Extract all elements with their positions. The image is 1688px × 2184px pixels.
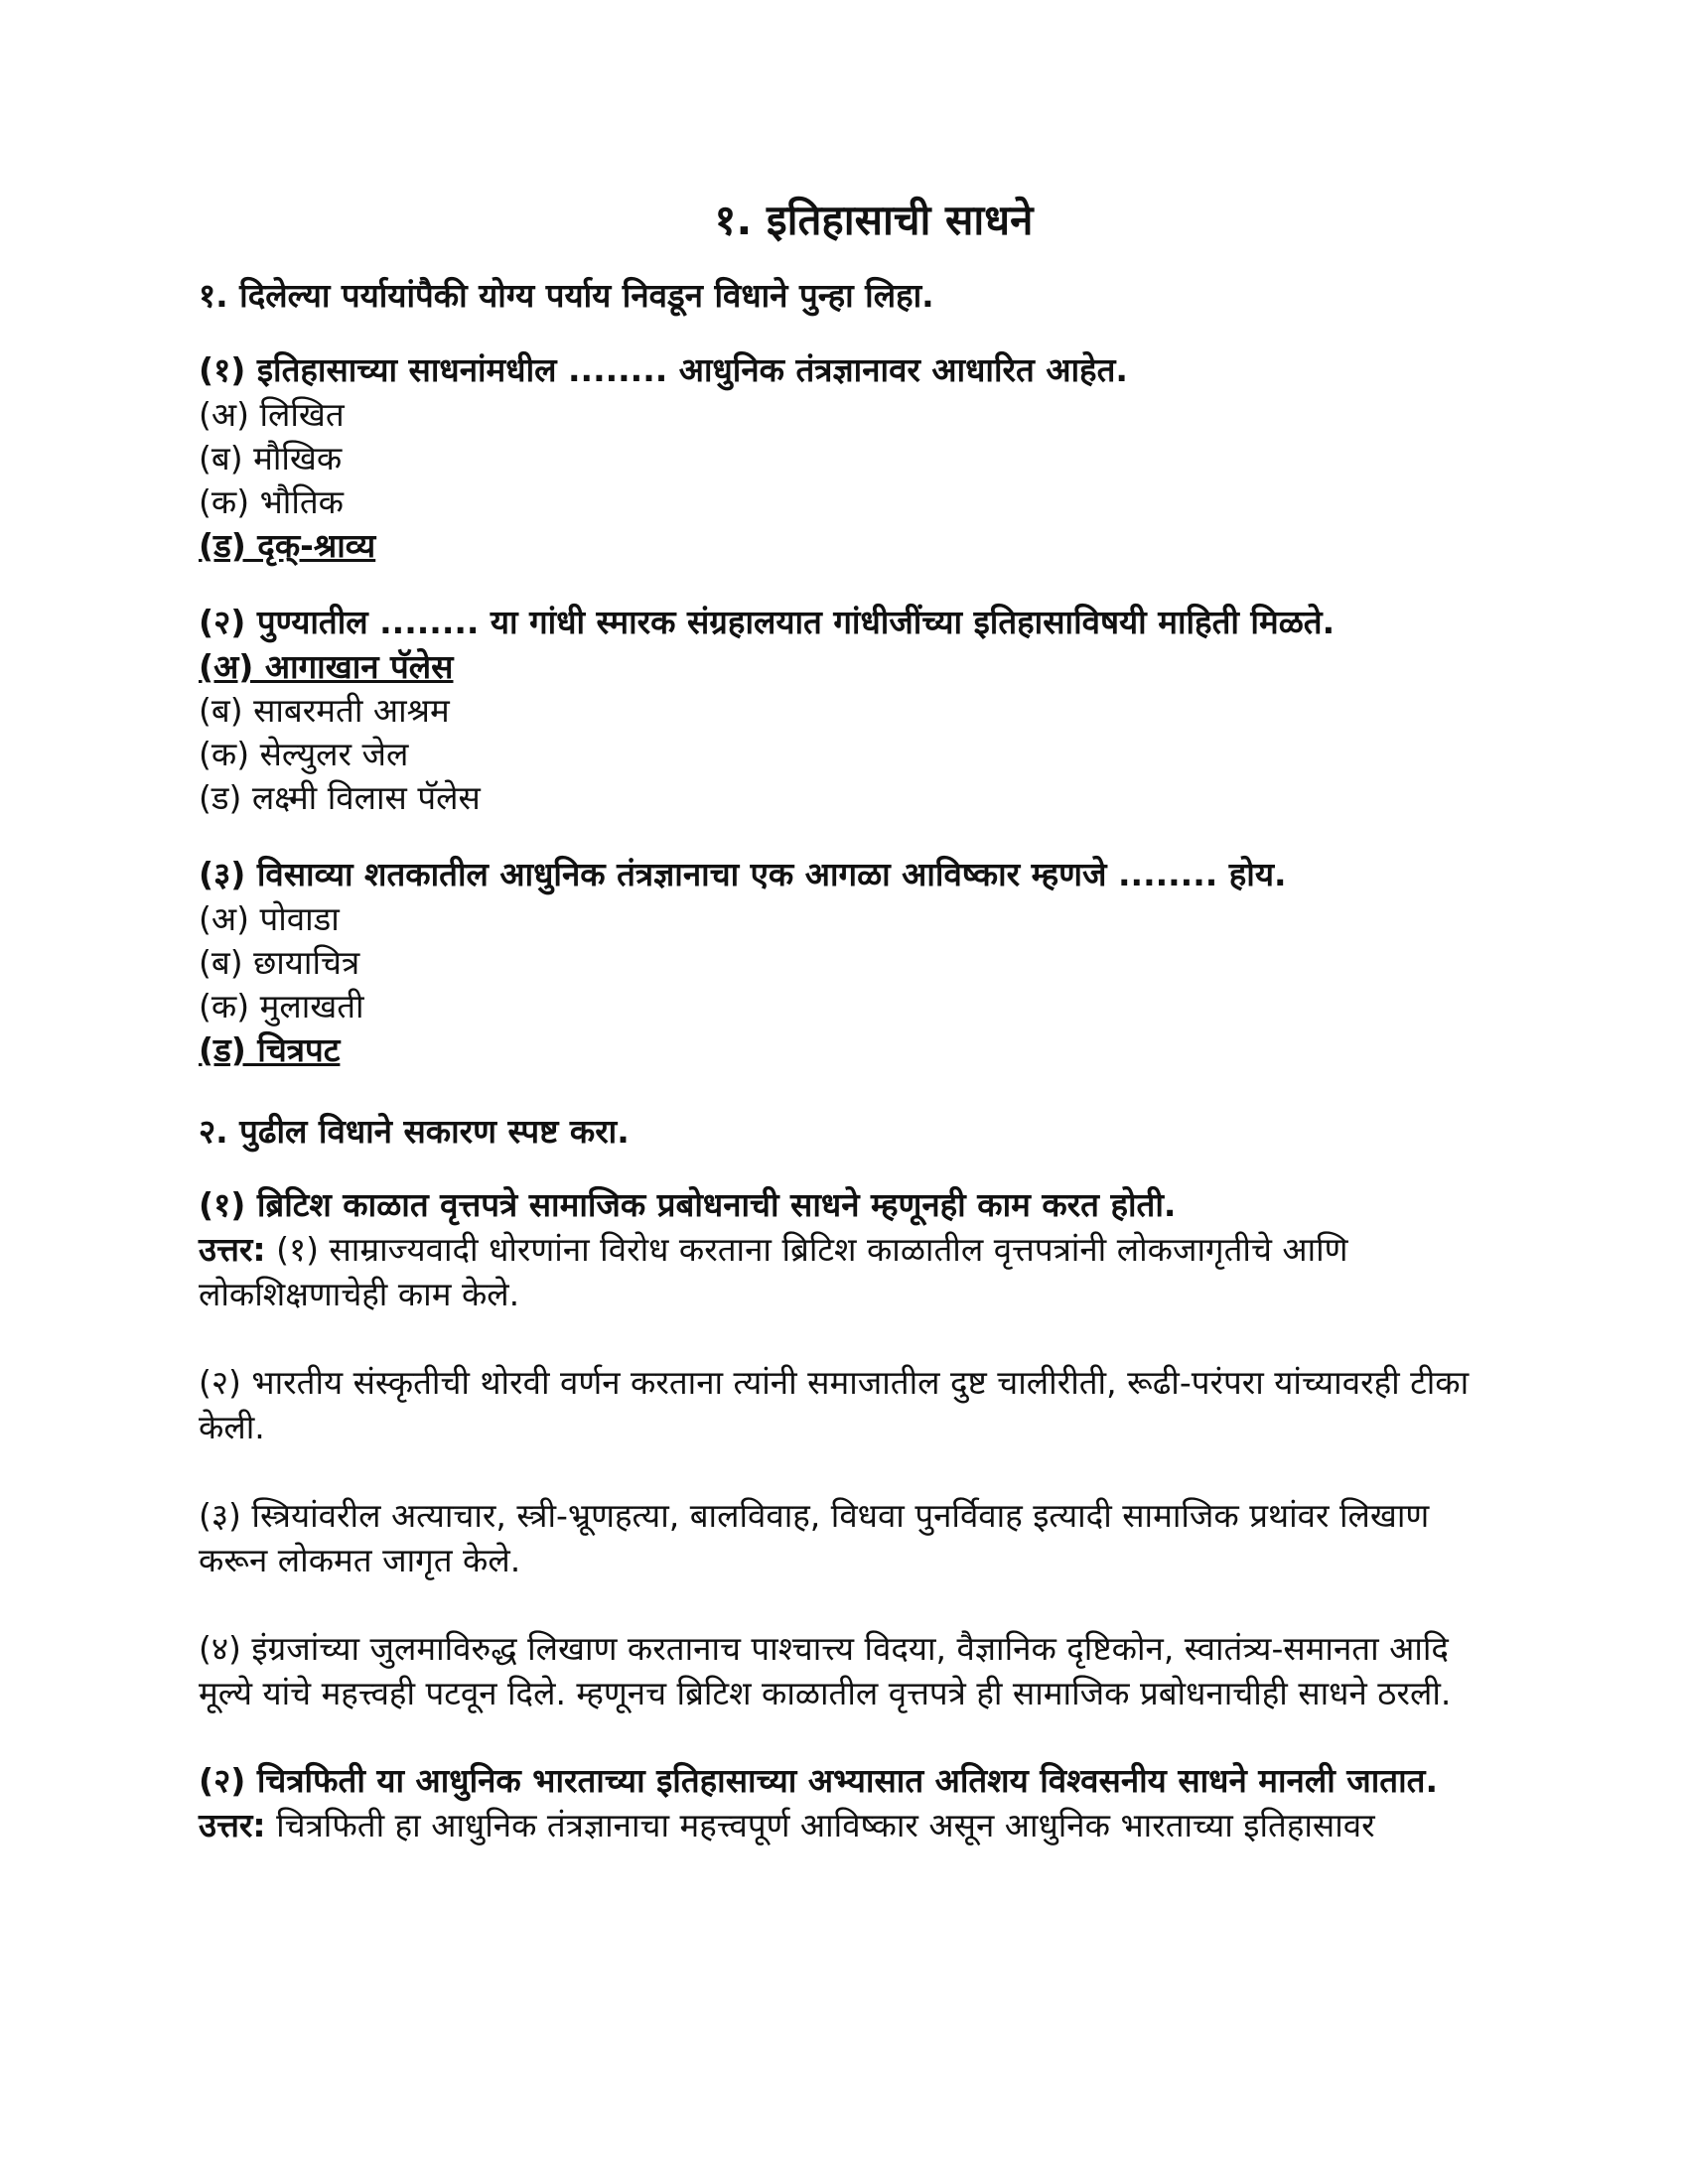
option-a-correct: (अ) आगाखान पॅलेस bbox=[199, 647, 454, 686]
answer-point-3: (३) स्त्रियांवरील अत्याचार, स्त्री-भ्रूणहत्या, बालविवाह, विधवा पुनर्विवाह इत्यादी सामाजिक प्रथांवर लिखाण करून लोकमत जागृत केले. bbox=[199, 1496, 1430, 1579]
answer-point-4: (४) इंग्रजांच्या जुलमाविरुद्ध लिखाण करतानाच पाश्चात्त्य विदया, वैज्ञानिक दृष्टिकोन, स्वातंत्र्य-समानता आदि मूल्ये यांचे महत्त्वही पटवून दिले. म्हणूनच ब्रिटिश काळातील वृत्तपत्रे ही सामाजिक प्रबोधनाचीही साधने ठरली. bbox=[199, 1629, 1452, 1712]
option-d: (ड) लक्ष्मी विलास पॅलेस bbox=[199, 778, 481, 817]
answer-paragraph-1 bbox=[199, 1227, 1489, 1316]
question-text: (१) इतिहासाच्या साधनांमधील ........ आधुनिक तंत्रज्ञानावर आधारित आहेत. bbox=[199, 350, 1128, 389]
option-d-correct: (ड) चित्रपट bbox=[199, 1030, 341, 1069]
question-3 bbox=[199, 852, 1489, 1072]
section-1-heading: १. दिलेल्या पर्यायांपैकी योग्य पर्याय निवडून विधाने पुन्हा लिहा. bbox=[199, 276, 934, 315]
document-page bbox=[199, 189, 1489, 1891]
option-c: (क) सेल्युलर जेल bbox=[199, 735, 409, 773]
answer-point-2: (२) भारतीय संस्कृतीची थोरवी वर्णन करताना त्यांनी समाजातील दुष्ट चालीरीती, रूढी-परंपरा यांच्यावरही टीका केली. bbox=[199, 1363, 1470, 1446]
option-b: (ब) छायाचित्र bbox=[199, 943, 360, 982]
option-c: (क) मुलाखती bbox=[199, 987, 364, 1025]
option-b: (ब) साबरमती आश्रम bbox=[199, 691, 450, 730]
answer-text: चित्रफिती हा आधुनिक तंत्रज्ञानाचा महत्त्वपूर्ण आविष्कार असून आधुनिक भारताच्या इतिहासावर bbox=[265, 1806, 1375, 1844]
answer-label: उत्तर: bbox=[199, 1806, 266, 1844]
question-2 bbox=[199, 600, 1489, 820]
question-text: (२) पुण्यातील ........ या गांधी स्मारक संग्रहालयात गांधीजींच्या इतिहासाविषयी माहिती मिळते. bbox=[199, 603, 1336, 641]
answer-text: (१) साम्राज्यवादी धोरणांना विरोध करताना ब्रिटिश काळातील वृत्तपत्रांनी लोकजागृतीचे आणि लोकशिक्षणाचेही काम केले. bbox=[199, 1230, 1348, 1313]
reason-question-1: (१) ब्रिटिश काळात वृत्तपत्रे सामाजिक प्रबोधनाची साधने म्हणूनही काम करत होती. bbox=[199, 1185, 1177, 1224]
option-d-correct: (ड) दृक्-श्राव्य bbox=[199, 526, 376, 565]
option-c: (क) भौतिक bbox=[199, 482, 345, 521]
reason-question-2: (२) चित्रफिती या आधुनिक भारताच्या इतिहासाच्या अभ्यासात अतिशय विश्वसनीय साधने मानली जातात. bbox=[199, 1761, 1439, 1800]
answer-paragraph-q2 bbox=[199, 1803, 1489, 1847]
option-a: (अ) पोवाडा bbox=[199, 899, 340, 938]
option-b: (ब) मौखिक bbox=[199, 439, 343, 478]
option-a: (अ) लिखित bbox=[199, 395, 345, 434]
page-title: १. इतिहासाची साधने bbox=[714, 196, 1034, 244]
answer-label: उत्तर: bbox=[199, 1230, 266, 1269]
question-1 bbox=[199, 347, 1489, 568]
section-2-heading: २. पुढील विधाने सकारण स्पष्ट करा. bbox=[199, 1112, 630, 1151]
question-text: (३) विसाव्या शतकातील आधुनिक तंत्रज्ञानाचा एक आगळा आविष्कार म्हणजे ........ होय. bbox=[199, 855, 1287, 893]
